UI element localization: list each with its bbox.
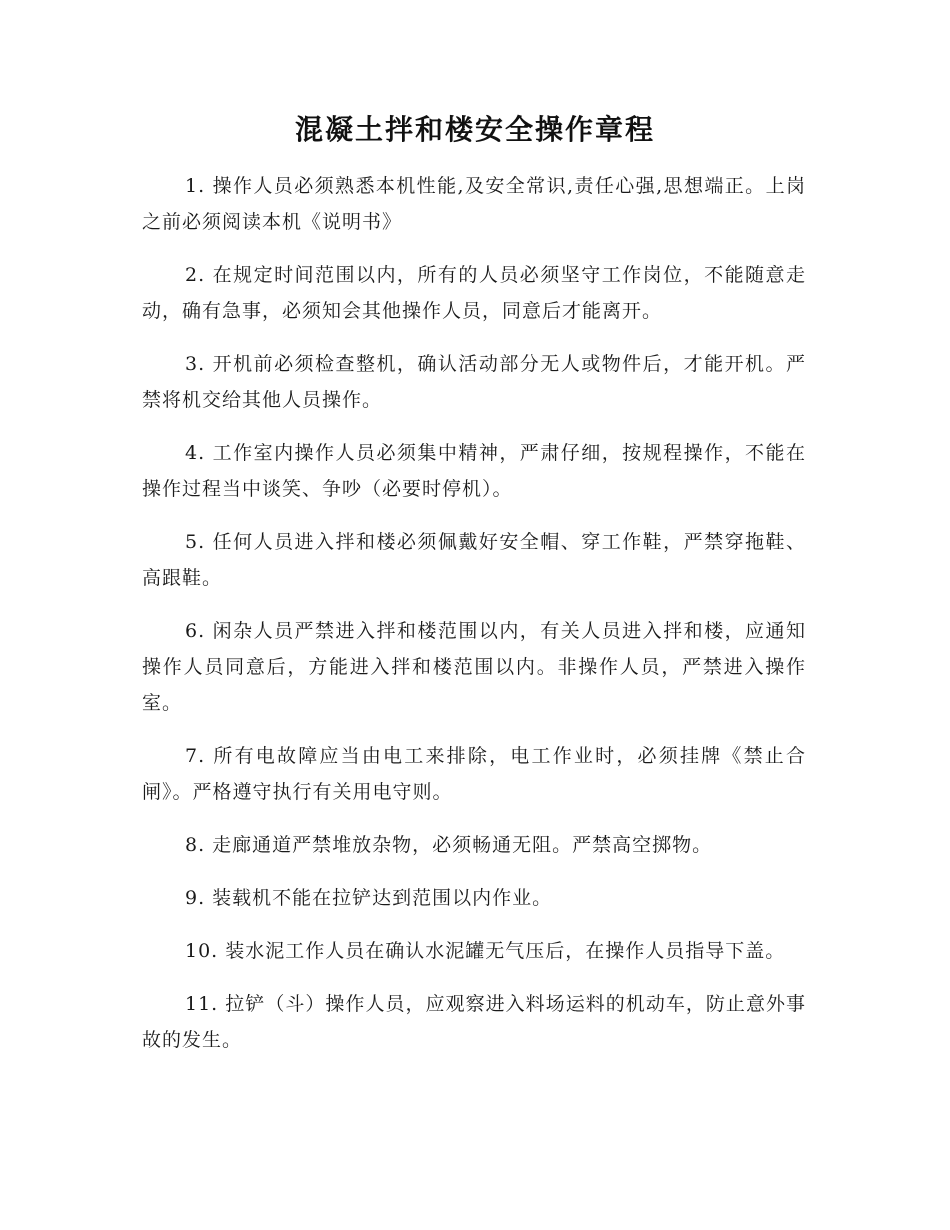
rule-item-7: 7. 所有电故障应当由电工来排除，电工作业时，必须挂牌《禁止合闸》。严格遵守执行有关用电守则。 [142, 745, 806, 803]
rule-item-8: 8. 走廊通道严禁堆放杂物，必须畅通无阻。严禁高空掷物。 [185, 834, 713, 856]
rule-item-9: 9. 装载机不能在拉铲达到范围以内作业。 [185, 887, 553, 909]
rule-item-6: 6. 闲杂人员严禁进入拌和楼范围以内，有关人员进入拌和楼，应通知操作人员同意后，方能进入拌和楼范围以内。非操作人员，严禁进入操作室。 [142, 620, 806, 714]
rule-item-10: 10. 装水泥工作人员在确认水泥罐无气压后，在操作人员指导下盖。 [185, 940, 786, 962]
rule-item-1: 1. 操作人员必须熟悉本机性能,及安全常识,责任心强,思想端正。上岗之前必须阅读本机《说明书》 [142, 175, 806, 233]
rule-item-2: 2. 在规定时间范围以内，所有的人员必须坚守工作岗位，不能随意走动，确有急事，必须知会其他操作人员，同意后才能离开。 [142, 264, 806, 322]
rules-list [142, 168, 806, 1075]
rule-item-3: 3. 开机前必须检查整机，确认活动部分无人或物件后，才能开机。严禁将机交给其他人员操作。 [142, 353, 806, 411]
rule-item-11: 11. 拉铲（斗）操作人员，应观察进入料场运料的机动车，防止意外事故的发生。 [142, 993, 806, 1051]
rule-item-4: 4. 工作室内操作人员必须集中精神，严肃仔细，按规程操作，不能在操作过程当中谈笑、争吵（必要时停机）。 [142, 442, 806, 500]
rule-item-5: 5. 任何人员进入拌和楼必须佩戴好安全帽、穿工作鞋，严禁穿拖鞋、高跟鞋。 [142, 531, 806, 589]
document-title: 混凝土拌和楼安全操作章程 [294, 113, 655, 146]
